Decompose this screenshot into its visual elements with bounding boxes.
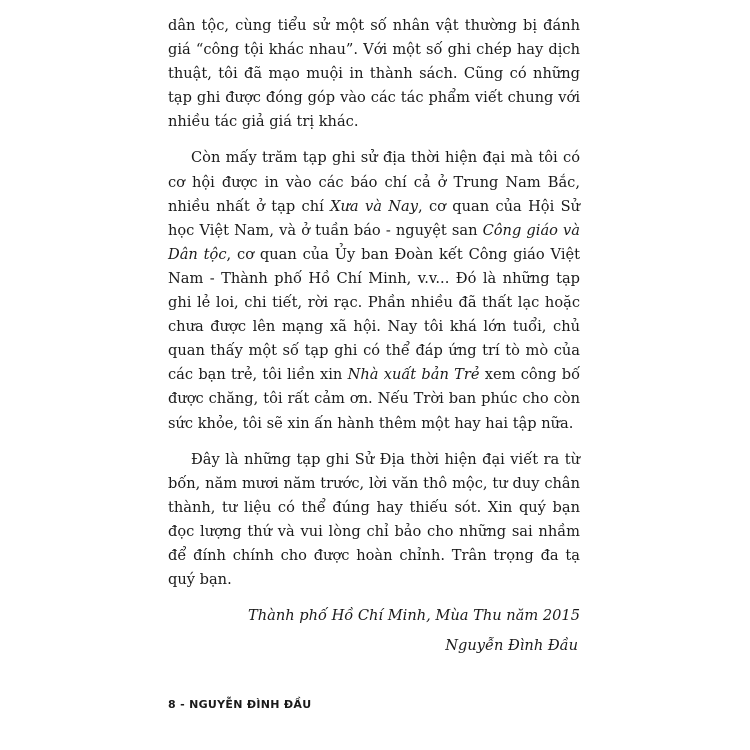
- paragraph-3: Đây là những tạp ghi Sử Địa thời hiện đại viết ra từ bốn, năm mươi năm trước, lời văn thô mộc, tư duy chân thành, tư liệu có thể đúng hay thiếu sót. Xin quý bạn đọc lượng thứ và vui lòng chỉ bảo cho những sai nhầm để đính chính cho được hoàn chỉnh. Trân trọng đa tạ quý bạn.: [168, 450, 580, 589]
- paragraph-2-text-2: , cơ quan của Hội Sử học Việt Nam, và ở tuần báo - nguyệt san: [168, 197, 581, 239]
- paragraph-1: dân tộc, cùng tiểu sử một số nhân vật thường bị đánh giá “công tội khác nhau”. Với một số ghi chép hay dịch thuật, tôi đã mạo muội in thành sách. Cũng có những tạp ghi được đóng góp vào các tác phẩm viết chung với nhiều tác giả giá trị khác.: [168, 17, 580, 131]
- page-body: [168, 14, 580, 658]
- paragraph-2: [168, 146, 580, 435]
- signature-place-date: Thành phố Hồ Chí Minh, Mùa Thu năm 2015: [247, 607, 580, 625]
- paragraph-2-text-3: , cơ quan của Ủy ban Đoàn kết Công giáo Việt Nam - Thành phố Hồ Chí Minh, v.v... Đó là những tạp ghi lẻ loi, chi tiết, rời rạc. Phần nhiều đã thất lạc hoặc chưa được lên mạng xã hội. Nay tôi khá lớn tuổi, chủ quan thấy một số tạp ghi có thể đáp ứng trí tò mò của các bạn trẻ, tôi liền xin: [168, 245, 580, 384]
- magazine-title-cong-giao-va-dan-toc: Công giáo và Dân tộc: [168, 221, 580, 263]
- magazine-title-xua-va-nay: Xưa và Nay: [330, 197, 418, 215]
- publisher-name: Nhà xuất bản Trẻ: [347, 366, 480, 384]
- signature-author: Nguyễn Đình Đầu: [445, 637, 578, 655]
- paragraph-2-text-1: Còn mấy trăm tạp ghi sử địa thời hiện đại mà tôi có cơ hội được in vào các báo chí cả ở Trung Nam Bắc, nhiều nhất ở tạp chí: [168, 149, 580, 215]
- page-footer-label: 8 - NGUYỄN ĐÌNH ĐẦU: [168, 698, 312, 711]
- paragraph-2-text-4: xem công bố được chăng, tôi rất cảm ơn. Nếu Trời ban phúc cho còn sức khỏe, tôi sẽ xin ấn hành thêm một hay hai tập nữa.: [168, 366, 580, 432]
